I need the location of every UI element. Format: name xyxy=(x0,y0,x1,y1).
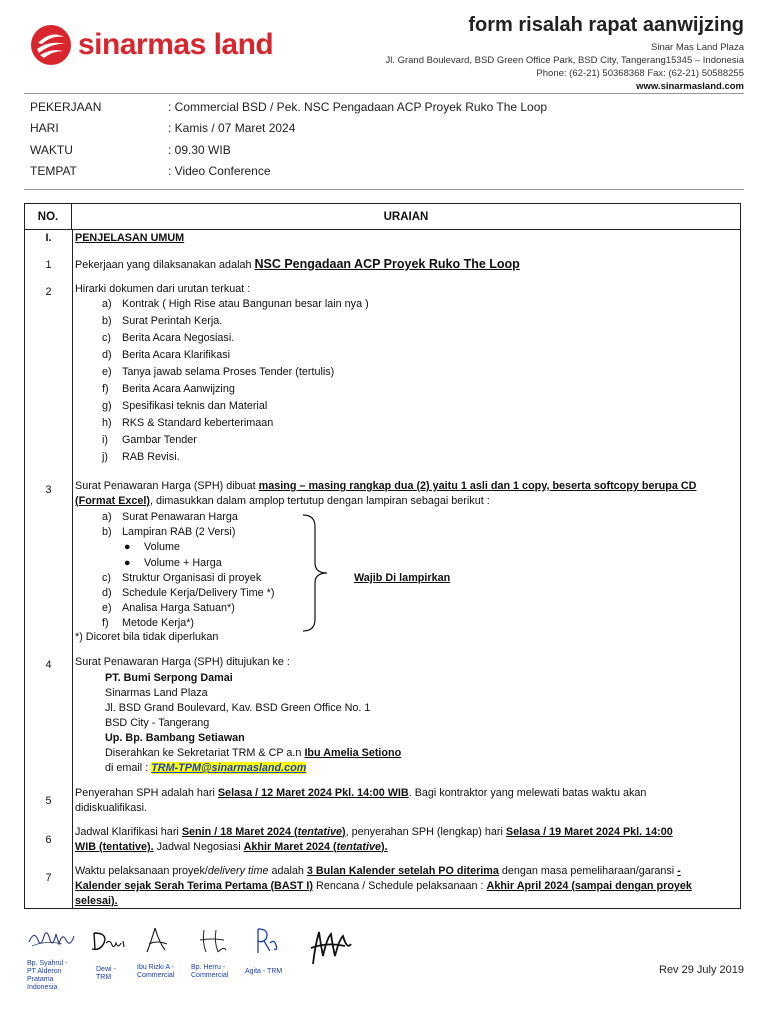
item-5-line-1 xyxy=(75,786,646,801)
item-6-text: Jadwal Klarifikasi hari xyxy=(75,826,182,838)
list-text: RKS & Standard keberterimaan xyxy=(122,417,274,429)
minutes-table xyxy=(24,203,741,909)
right-brace-icon xyxy=(299,513,331,633)
signature-dewi xyxy=(88,927,130,957)
date-text: Akhir Maret 2024 ( xyxy=(243,841,337,853)
list-marker: f) xyxy=(102,617,109,629)
list-item xyxy=(102,314,222,329)
recipient-company: PT. Bumi Serpong Damai xyxy=(105,672,233,684)
website: www.sinarmasland.com xyxy=(636,81,744,92)
meeting-info xyxy=(30,96,750,182)
item-3-line-1 xyxy=(75,479,696,494)
list-marker: g) xyxy=(102,400,112,412)
warranty-start: Kalender sejak Serah Terima Pertama (BAST I) xyxy=(75,880,314,892)
wajib-label: Wajib Di lampirkan xyxy=(354,572,451,584)
item-7-line-2 xyxy=(75,879,692,894)
meta-row-hari xyxy=(30,118,750,140)
meta-row-waktu xyxy=(30,139,750,161)
item-7-text: adalah xyxy=(268,865,307,877)
list-text: Analisa Harga Satuan*) xyxy=(122,602,235,614)
section-number: I. xyxy=(45,232,52,244)
item-6-line-2 xyxy=(75,840,388,855)
list-text: Berita Acara Negosiasi. xyxy=(122,332,235,344)
sinarmas-logo-icon xyxy=(30,24,72,66)
list-text: Schedule Kerja/Delivery Time *) xyxy=(122,587,275,599)
tentative-label: tentative xyxy=(297,826,343,838)
meta-divider xyxy=(24,189,744,190)
item-7-text: Rencana / Schedule pelaksanaan : xyxy=(313,880,487,892)
signature-herru xyxy=(196,926,230,958)
signer-caption: Dewi - TRM xyxy=(96,966,116,981)
office-phone: Phone: (62-21) 50368368 Fax: (62-21) 50588255 xyxy=(536,68,744,79)
item-7-line-1 xyxy=(75,864,681,879)
list-marker: h) xyxy=(102,417,112,429)
bullet-icon: ● xyxy=(124,557,131,569)
bullet-icon: ● xyxy=(124,541,131,553)
list-item xyxy=(102,525,235,540)
meta-label: TEMPAT xyxy=(30,164,77,179)
list-text: Berita Acara Aanwijzing xyxy=(122,383,235,395)
table-header xyxy=(25,204,740,230)
item-3-note: *) Dicoret bila tidak diperlukan xyxy=(75,631,219,643)
project-name: NSC Pengadaan ACP Proyek Ruko The Loop xyxy=(254,257,520,271)
item-7-text: dengan masa pemeliharaan/garansi xyxy=(498,865,678,877)
item-1-text xyxy=(75,257,520,273)
meta-value: : Video Conference xyxy=(168,164,271,179)
brand-name: sinarmas land xyxy=(78,28,274,61)
list-item xyxy=(102,433,197,448)
list-item xyxy=(102,382,235,397)
list-text: Tanya jawab selama Proses Tender (tertulis) xyxy=(122,366,335,378)
signer-caption: Ibu Rizki A - Commercial xyxy=(137,964,175,979)
signature-agita xyxy=(252,925,282,957)
list-item xyxy=(102,616,194,631)
meta-value: : 09.30 WIB xyxy=(168,142,231,157)
list-marker: e) xyxy=(102,366,112,378)
section-title: PENJELASAN UMUM xyxy=(75,232,185,244)
office-address: Jl. Grand Boulevard, BSD Green Office Park, BSD City, Tangerang15345 – Indonesia xyxy=(385,55,744,66)
list-text: Surat Penawaran Harga xyxy=(122,511,238,523)
sph-date: Selasa / 19 Maret 2024 Pkl. 14:00 xyxy=(505,826,673,838)
signer-caption: Bp. Herru - Commercial xyxy=(191,964,229,979)
list-text: Spesifikasi teknis dan Material xyxy=(122,400,268,412)
submission-to xyxy=(105,746,401,761)
signature-unnamed xyxy=(303,926,357,970)
list-marker: i) xyxy=(102,434,108,446)
negosiasi-date xyxy=(244,841,388,853)
meta-row-tempat xyxy=(30,161,750,183)
duration: 3 Bulan Kalender setelah PO diterima xyxy=(306,865,499,877)
date-text: ). xyxy=(381,841,388,853)
meta-label: WAKTU xyxy=(30,142,73,157)
list-text: Struktur Organisasi di proyek xyxy=(122,572,262,584)
item-number: 4 xyxy=(45,659,52,671)
list-text: Volume xyxy=(144,541,181,553)
list-marker: c) xyxy=(102,572,111,584)
deadline-date: Selasa / 12 Maret 2024 Pkl. 14:00 WIB xyxy=(217,787,409,799)
item-1-lead: Pekerjaan yang dilaksanakan adalah xyxy=(75,259,255,271)
item-number: 1 xyxy=(45,259,52,271)
list-item xyxy=(124,556,222,571)
meta-label: PEKERJAAN xyxy=(30,99,102,114)
signature-rizki xyxy=(143,926,171,956)
list-marker: j) xyxy=(102,451,108,463)
office-name: Sinar Mas Land Plaza xyxy=(651,42,744,53)
form-title: form risalah rapat aanwijzing xyxy=(468,14,744,36)
list-marker: f) xyxy=(102,383,109,395)
list-text: Volume + Harga xyxy=(144,557,222,569)
list-text: Lampiran RAB (2 Versi) xyxy=(122,526,236,538)
column-header-no: NO. xyxy=(25,204,72,230)
date-text: ) xyxy=(342,826,346,838)
list-text: RAB Revisi. xyxy=(122,451,180,463)
item-number: 6 xyxy=(45,834,52,846)
email-link[interactable]: TRM-TPM@sinarmasland.com xyxy=(151,762,307,774)
date-text: Senin / 18 Maret 2024 ( xyxy=(181,826,298,838)
item-5-text: Penyerahan SPH adalah hari xyxy=(75,787,218,799)
column-divider xyxy=(72,230,73,908)
list-marker: d) xyxy=(102,587,112,599)
signer-caption: Agita - TRM xyxy=(245,968,283,975)
list-item xyxy=(102,450,180,465)
meta-row-pekerjaan xyxy=(30,96,750,118)
signer-caption: Bp. Syahrul - PT Alderon Pratama Indonesia xyxy=(27,960,68,991)
list-item xyxy=(124,540,180,555)
item-3-line-2 xyxy=(75,494,490,509)
column-header-uraian: URAIAN xyxy=(383,211,429,223)
list-item xyxy=(102,601,235,616)
item-number: 7 xyxy=(45,872,52,884)
list-marker: d) xyxy=(102,349,112,361)
list-item xyxy=(102,348,230,363)
header-divider xyxy=(24,93,744,94)
company-logo xyxy=(30,24,273,66)
item-3-text: , dimasukkan dalam amplop tertutup dengan lampiran sebagai berikut : xyxy=(150,495,490,507)
item-2-intro: Hirarki dokumen dari urutan terkuat : xyxy=(75,283,251,295)
item-7-dash: - xyxy=(677,865,681,877)
list-marker: b) xyxy=(102,526,112,538)
item-5-line-2: didiskualifikasi. xyxy=(75,802,148,814)
list-item xyxy=(102,571,261,586)
item-4-intro: Surat Penawaran Harga (SPH) ditujukan ke : xyxy=(75,656,290,668)
list-text: Metode Kerja*) xyxy=(122,617,195,629)
list-item xyxy=(102,365,334,380)
list-marker: a) xyxy=(102,298,112,310)
item-3-emphasis: masing – masing rangkap dua (2) yaitu 1 asli dan 1 copy, beserta softcopy berupa CD xyxy=(258,480,697,492)
item-6-text: , penyerahan SPH (lengkap) hari xyxy=(345,826,506,838)
list-item xyxy=(102,586,274,601)
item-7-italic: delivery time xyxy=(207,865,269,877)
list-text: Surat Perintah Kerja. xyxy=(122,315,223,327)
submission-email xyxy=(105,761,306,776)
list-marker: c) xyxy=(102,332,111,344)
item-7-line-3: selesai). xyxy=(75,895,118,907)
item-number: 5 xyxy=(45,795,52,807)
tentative-label: tentative xyxy=(336,841,382,853)
sph-time: WIB (tentative). xyxy=(75,841,154,853)
recipient-address-1: Sinarmas Land Plaza xyxy=(105,687,208,699)
list-marker: b) xyxy=(102,315,112,327)
recipient-address-2: Jl. BSD Grand Boulevard, Kav. BSD Green Office No. 1 xyxy=(105,702,371,714)
recipient-address-3: BSD City - Tangerang xyxy=(105,717,210,729)
signature-syahrul xyxy=(26,922,78,956)
list-text: Gambar Tender xyxy=(122,434,197,446)
item-3-text: Surat Penawaran Harga (SPH) dibuat xyxy=(75,480,259,492)
item-7-text: Waktu pelaksanaan proyek/ xyxy=(75,865,208,877)
revision-label: Rev 29 July 2019 xyxy=(659,964,744,976)
contact-name: Ibu Amelia Setiono xyxy=(304,747,402,759)
meta-value: : Commercial BSD / Pek. NSC Pengadaan ACP Proyek Ruko The Loop xyxy=(168,99,548,114)
item-number: 3 xyxy=(45,484,52,496)
klarifikasi-date xyxy=(182,826,346,838)
item-number: 2 xyxy=(45,286,52,298)
meta-label: HARI xyxy=(30,121,59,136)
list-text: Kontrak ( High Rise atau Bangunan besar lain nya ) xyxy=(122,298,369,310)
list-item xyxy=(102,416,273,431)
item-6-line-1 xyxy=(75,825,673,840)
submission-text: Diserahkan ke Sekretariat TRM & CP a.n xyxy=(105,747,305,759)
list-marker: e) xyxy=(102,602,112,614)
list-item xyxy=(102,510,238,525)
item-6-text: Jadwal Negosiasi xyxy=(153,841,244,853)
recipient-attention: Up. Bp. Bambang Setiawan xyxy=(105,732,245,744)
item-3-format: (Format Excel) xyxy=(75,495,150,507)
item-5-text: . Bagi kontraktor yang melewati batas waktu akan xyxy=(408,787,647,799)
list-marker: a) xyxy=(102,511,112,523)
list-item xyxy=(102,399,267,414)
list-item xyxy=(102,331,234,346)
list-text: Berita Acara Klarifikasi xyxy=(122,349,231,361)
schedule-end: Akhir April 2024 (sampai dengan proyek xyxy=(486,880,692,892)
meta-value: : Kamis / 07 Maret 2024 xyxy=(168,121,296,136)
header-info xyxy=(385,14,744,93)
list-item xyxy=(102,297,369,312)
email-label: di email : xyxy=(105,762,152,774)
